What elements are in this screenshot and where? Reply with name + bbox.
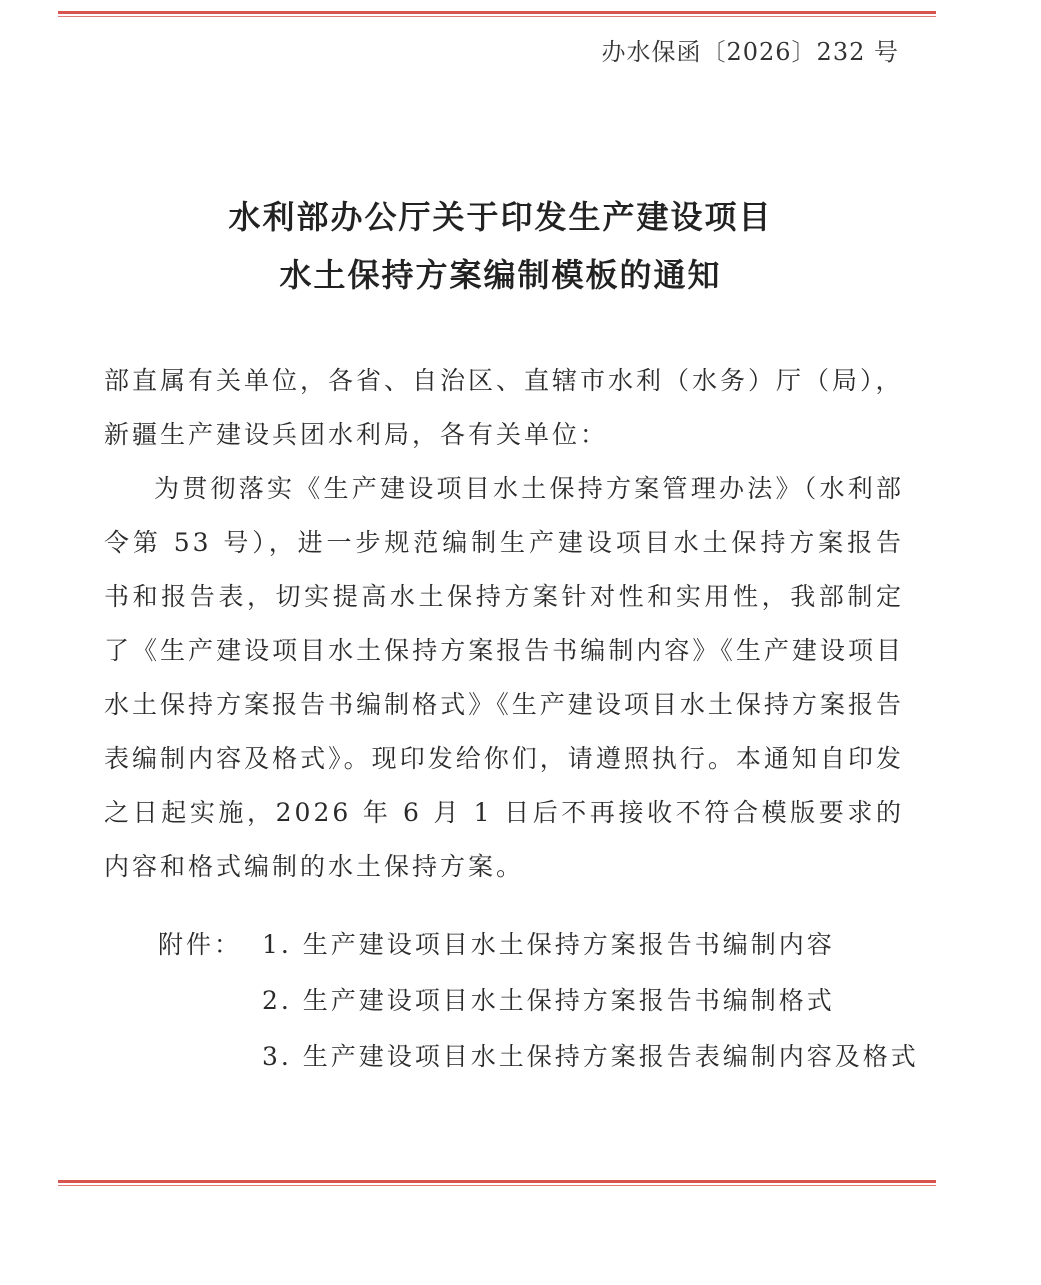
attachment-text-3: 3. 生产建设项目水土保持方案报告表编制内容及格式 (262, 1042, 919, 1071)
document-title-line-1: 水利部办公厅关于印发生产建设项目 (228, 198, 773, 236)
recipients-line: 部直属有关单位，各省、自治区、直辖市水利（水务）厅（局），新疆生产建设兵团水利局，各有关单位： (104, 366, 904, 449)
attachments-label: 附件： (158, 930, 243, 959)
body-paragraph: 为贯彻落实《生产建设项目水土保持方案管理办法》（水利部令第 53 号），进一步规范编制生产建设项目水土保持方案报告书和报告表，切实提高水土保持方案针对性和实用性，我部制定了《生产建设项目水土保持方案报告书编制内容》《生产建设项目水土保持方案报告书编制格式》《生产建设项目水土保持方案报告表编制内容及格式》。现印发给你们，请遵照执行。本通知自印发之日起实施，2026 年 6 月 1 日后不再接收不符合模版要求的内容和格式编制的水土保持方案。 (104, 474, 904, 881)
attachment-text-2: 2. 生产建设项目水土保持方案报告书编制格式 (262, 986, 835, 1015)
top-red-rule (58, 11, 936, 19)
top-red-rule-thick (58, 11, 936, 14)
document-number: 办水保函〔2026〕232 号 (601, 38, 899, 66)
bottom-red-rule-thin (58, 1185, 936, 1186)
attachment-item (158, 973, 919, 1029)
attachment-item (158, 1029, 919, 1085)
bottom-red-rule (58, 1180, 936, 1188)
document-title-line-2: 水土保持方案编制模板的通知 (279, 256, 722, 294)
attachments-list (158, 917, 919, 1085)
top-red-rule-thin (58, 16, 936, 17)
attachment-item (158, 917, 919, 973)
bottom-red-rule-thick (58, 1180, 936, 1183)
attachment-text-1: 1. 生产建设项目水土保持方案报告书编制内容 (262, 930, 835, 959)
